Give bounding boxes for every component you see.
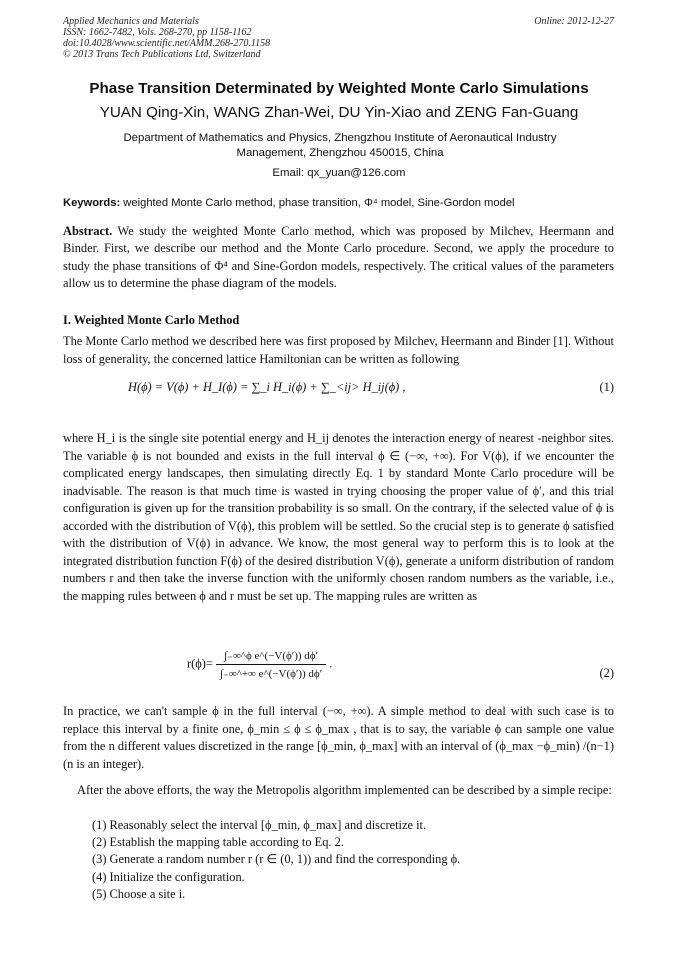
doi-line: doi:10.4028/www.scientific.net/AMM.268-270.1158 [63,38,271,49]
paper-title: Phase Transition Determinated by Weighted Monte Carlo Simulations [89,80,589,97]
paragraph-intro: The Monte Carlo method we described here was first proposed by Milchev, Heermann and Binder [1]. Without loss of generality, the concerned lattice Hamiltonian can be written as following [63,334,614,366]
copyright-line: © 2013 Trans Tech Publications Ltd, Switzerland [63,49,261,60]
affiliation: Department of Mathematics and Physics, Zhengzhou Institute of Aeronautical Industry Management, Zhengzhou 450015, China [123,132,557,159]
equation-2-number: (2) [599,666,614,680]
author-list: YUAN Qing-Xin, WANG Zhan-Wei, DU Yin-Xiao and ZENG Fan-Guang [99,104,579,121]
keywords-text-b: model, Sine-Gordon model [377,197,515,209]
equation-2 [187,649,332,680]
equation-2-numerator: ∫₋∞^ϕ e^(−V(ϕ′)) dϕ′ [216,649,326,665]
abstract-label: Abstract. [63,224,113,238]
recipe-step: (3) Generate a random number r (r ∈ (0, 1)) and find the corresponding ϕ. [92,852,461,867]
keywords-label: Keywords: [63,197,121,209]
recipe-step: (1) Reasonably select the interval [ϕ_min, ϕ_max] and discretize it. [92,818,427,832]
equation-1-number: (1) [599,380,614,394]
equation-2-period: . [329,656,333,671]
recipe-step: (5) Choose a site i. [92,886,186,901]
recipe-step: (4) Initialize the configuration. [92,869,245,884]
equation-2-denominator: ∫₋∞^+∞ e^(−V(ϕ′)) dϕ′ [220,668,323,680]
keywords [63,197,623,209]
email-address: Email: qx_yuan@126.com [272,167,406,179]
abstract [63,223,614,292]
online-date: Online: 2012-12-27 [534,16,614,27]
abstract-text: We study the weighted Monte Carlo method, which was proposed by Milchev, Heermann and Binder. First, we describe our method and the Monte Carlo procedure. Second, we apply the procedure to study the phase transitions of Φ⁴ and Sine-Gordon models, respectively. The critical values of the parameters allow us to determine the phase diagram of the models. [63,224,614,290]
section-heading: I. Weighted Monte Carlo Method [63,313,240,327]
equation-2-lhs: r(ϕ)= [187,656,213,671]
recipe-steps [92,817,460,903]
recipe-step: (2) Establish the mapping table according to Eq. 2. [92,835,344,850]
paragraph-sampling: In practice, we can't sample ϕ in the full interval (−∞, +∞). A simple method to deal with such case is to replace this interval by a finite one, ϕ_min ≤ ϕ ≤ ϕ_max , that is to say, the variable ϕ can sample one value from the n different values discretized in the range [ϕ_min, ϕ_max] with an interval of (ϕ_max −ϕ_min) /(n−1) (n is an integer). [63,704,614,771]
phi4-symbol: Φ⁴ [363,197,378,209]
journal-header [63,16,270,60]
equation-2-fraction [216,649,326,680]
paragraph-method: where H_i is the single site potential energy and H_ij denotes the interaction energy of nearest -neighbor sites. The variable ϕ is not bounded and exists in the full interval ϕ ∈ (−∞, +∞). For V(ϕ), if we encounter the complicated energy landscapes, then simulating directly Eq. 1 by standard Monte Carlo procedure will be inadvisable. The reason is that much time is wasted in trying choosing the proper value of ϕ′, and this trial configuration is given up for the transition probability is so small. On the contrary, if the selected value of ϕ is accorded with the distribution of V(ϕ), this problem will be settled. So the crucial step is to generate ϕ satisfied with the distribution of V(ϕ) in advance. We know, the most general way to perform this is to look at the integrated distribution function F(ϕ) of the desired distribution V(ϕ), generate a uniform distribution of random numbers r and then take the inverse function with the uniformly chosen random numbers as the variable, i.e., the mapping rules between ϕ and r must be set up. The mapping rules are written as [63,431,614,603]
keywords-text-a: weighted Monte Carlo method, phase transition, [120,197,364,209]
journal-name: Applied Mechanics and Materials [63,16,199,27]
paragraph-recipe: After the above efforts, the way the Metropolis algorithm implemented can be described by a simple recipe: [77,783,612,797]
equation-1: H(ϕ) = V(ϕ) + H_I(ϕ) = ∑_i H_i(ϕ) + ∑_<ij> H_ij(ϕ) , [128,380,406,394]
issn-line: ISSN: 1662-7482, Vols. 268-270, pp 1158-1162 [63,27,252,38]
